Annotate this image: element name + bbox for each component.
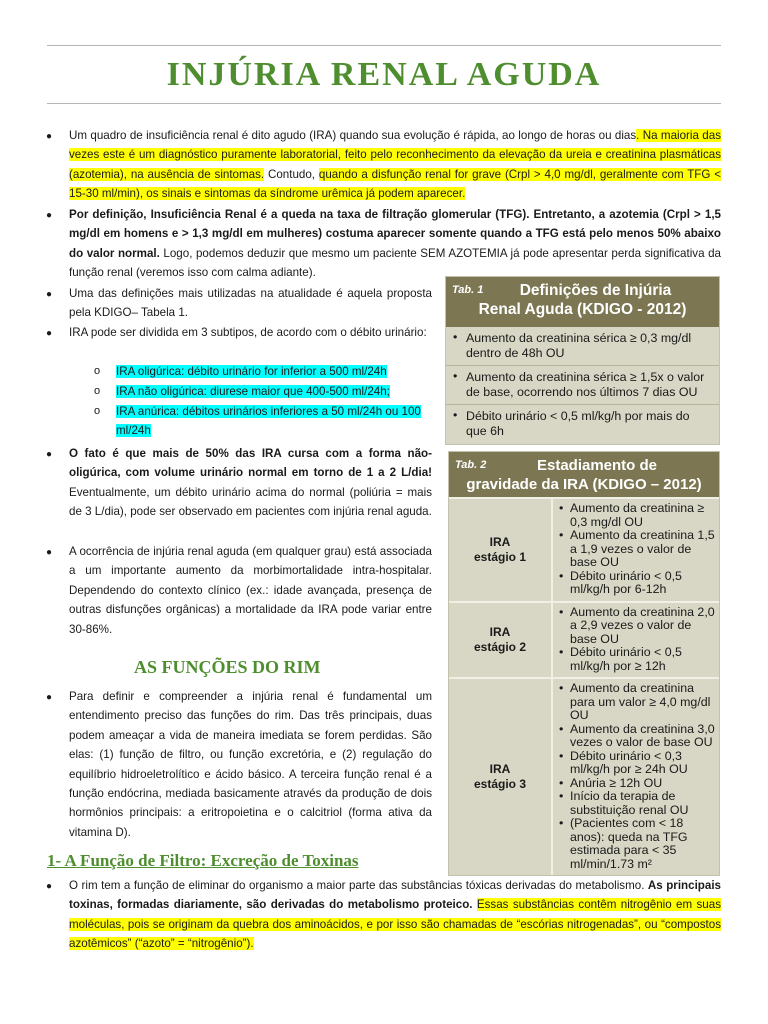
text-segment: Um quadro de insuficiência renal é dito agudo (IRA) quando sua evolução é rápida, ao longo de horas ou dias	[69, 129, 637, 142]
paragraph-mortality: A ocorrência de injúria renal aguda (em qualquer grau) está associada a um importante aumento da morbimortalidade intra-hospitalar. Dependendo do contexto clínico (ex.: idade avançada, presença de outras disfunções orgânicas) a mortalidade da IRA pode variar entre 30-86%.	[69, 545, 432, 636]
circle-bullet-icon: o	[94, 405, 101, 417]
criteria-item	[557, 777, 715, 791]
table-cell: Aumento da creatinina sérica ≥ 1,5x o valor de base, ocorrendo nos últimos 7 dias OU	[466, 370, 705, 399]
bold-text: As principais toxinas, formadas diariamente, são derivadas do metabolismo proteico.	[69, 879, 721, 912]
paragraph-kdigo: Uma das definições mais utilizadas na atualidade é aquela proposta pela KDIGO– Tabela 1.	[69, 287, 432, 320]
table-title-line1: Estadiamento de	[536, 457, 658, 474]
stage-name: IRA	[489, 624, 511, 639]
bullet-icon: •	[559, 721, 564, 736]
bullet-icon: ●	[45, 547, 53, 558]
bullet-icon: •	[559, 528, 564, 542]
text-segment: Logo, podemos deduzir que mesmo um paciente SEM AZOTEMIA já pode apresentar perda significativa da função renal (veremos isso com calma adiante).	[69, 246, 721, 280]
table-row-stage-2	[449, 601, 719, 678]
stage-criteria	[553, 679, 719, 875]
criteria-text: Início da terapia de substituição renal OU	[570, 789, 689, 817]
table-header	[449, 452, 719, 497]
stage-label	[449, 499, 553, 601]
criteria-item	[557, 646, 715, 673]
table-kdigo-staging	[448, 451, 720, 876]
cyan-highlight: IRA não oligúrica: diurese maior que 400-500 ml/24h;	[116, 385, 390, 398]
page-title: INJÚRIA RENAL AGUDA	[166, 56, 602, 93]
stage-number: estágio 2	[473, 639, 527, 654]
criteria-text: (Pacientes com < 18 anos): queda na TFG estimada para < 35 ml/min/1.73 m²	[570, 816, 688, 871]
criteria-item	[557, 570, 715, 597]
text-segment: O rim tem a função de eliminar do organismo a maior parte das substâncias tóxicas derivadas do metabolismo.	[69, 879, 648, 892]
bullet-icon: •	[453, 408, 458, 422]
criteria-item	[557, 529, 715, 570]
stage-label	[449, 679, 553, 875]
table-row	[446, 404, 719, 444]
title-rule	[47, 103, 721, 104]
bullet-icon: •	[559, 775, 564, 790]
bullet-icon: ●	[45, 328, 53, 339]
stage-criteria	[553, 603, 719, 678]
subitem-non-oliguric	[116, 382, 436, 401]
bullet-icon: ●	[45, 131, 53, 142]
paragraph-non-oliguric-fact	[69, 444, 432, 522]
table-header	[446, 277, 719, 327]
text-segment: Contudo,	[264, 167, 319, 181]
table-label: Tab. 2	[455, 459, 487, 471]
table-cell: Débito urinário < 0,5 ml/kg/h por mais do que 6h	[466, 409, 690, 438]
criteria-item	[557, 502, 715, 529]
bullet-icon: •	[559, 604, 564, 619]
criteria-text: Aumento da creatinina 2,0 a 2,9 vezes o valor de base OU	[570, 604, 715, 646]
table-cell: Aumento da creatinina sérica ≥ 0,3 mg/dl dentro de 48h OU	[466, 331, 692, 360]
highlighted-text: quando a disfunção renal for grave (Crpl > 4,0 mg/dl, geralmente com TFG < 15-30 ml/min), os sinais e sintomas da síndrome urêmica já podem aparecer.	[69, 167, 722, 201]
circle-bullet-icon: o	[94, 365, 101, 377]
bullet-icon: •	[453, 330, 458, 344]
stage-number: estágio 3	[473, 777, 527, 791]
criteria-text: Aumento da creatinina 1,5 a 1,9 vezes o valor de base OU	[570, 528, 715, 569]
bullet-icon: ●	[45, 881, 53, 892]
criteria-text: Anúria ≥ 12h OU	[570, 775, 663, 790]
section-heading-kidney-functions: AS FUNÇÕES DO RIM	[134, 657, 321, 677]
bullet-icon: •	[559, 748, 564, 763]
bullet-icon: •	[453, 369, 458, 383]
paragraph-kidney-functions: Para definir e compreender a injúria renal é fundamental um entendimento preciso das funções do rim. Das três principais, duas podem ameaçar a vida de maneira imediata se forem perdidas. São elas: (1) função de filtro, ou função excretória, e (2) regulação do equilíbrio hidroeletrolítico e ácido básico. A terceira função renal é a função endócrina, mediada basicamente através da produção de dois hormônios principais: a eritropoietina e o calcitriol (forma ativa da vitamina D).	[69, 690, 432, 839]
bullet-icon: ●	[45, 210, 53, 221]
paragraph-ir-definition	[69, 205, 721, 283]
highlighted-text: . Na maioria das vezes este é um diagnóstico puramente laboratorial, feito pelo reconhecimento da elevação da ureia e creatinina plasmáticas (azotemia), na ausência de sintomas.	[69, 129, 721, 181]
subitem-oliguric	[116, 362, 436, 381]
bullet-icon: •	[559, 789, 564, 803]
highlighted-text: Essas substâncias contêm nitrogênio em suas moléculas, pois se originam da quebra dos aminoácidos, e por isso são chamadas de “escórias nitrogenadas”, ou “compostos azotêmicos” (“azoto” = “nitrogênio”).	[69, 898, 721, 951]
stage-name: IRA	[489, 534, 511, 549]
criteria-text: Aumento da creatinina 3,0 vezes o valor de base OU	[570, 721, 715, 749]
bullet-icon: •	[559, 568, 564, 583]
top-rule	[47, 45, 721, 46]
table-row-stage-1	[449, 497, 719, 601]
bullet-icon: •	[559, 645, 564, 659]
cyan-highlight: IRA oligúrica: débito urinário for inferior a 500 ml/24h	[116, 365, 387, 378]
table-title-line2: Renal Aguda (KDIGO - 2012)	[478, 301, 687, 318]
table-title-line1: Definições de Injúria	[519, 282, 672, 299]
table-row	[446, 327, 719, 365]
bullet-icon: ●	[45, 449, 53, 460]
subitem-anuric	[116, 402, 432, 441]
bold-text: Por definição, Insuficiência Renal é a queda na taxa de filtração glomerular (TFG). Entretanto, a azotemia (Crpl > 1,5 mg/dl em homens e > 1,3 mg/dl em mulheres) costuma aparecer somente quando a TFG está pelo menos 50% abaixo do valor normal.	[69, 208, 721, 260]
criteria-item	[557, 606, 715, 647]
stage-criteria	[553, 499, 719, 601]
section-heading-filter-function: 1- A Função de Filtro: Excreção de Toxinas	[47, 851, 359, 870]
text-segment: Eventualmente, um débito urinário acima do normal (poliúria = mais de 3 L/dia), pode ser observado em pacientes com injúria renal aguda.	[69, 485, 432, 519]
criteria-item	[557, 790, 715, 817]
stage-name: IRA	[489, 762, 511, 776]
criteria-item	[557, 750, 715, 777]
table-row-stage-3	[449, 677, 719, 875]
criteria-item	[557, 817, 715, 871]
bullet-icon: ●	[45, 289, 53, 300]
paragraph-subtypes: IRA pode ser dividida em 3 subtipos, de acordo com o débito urinário:	[69, 326, 427, 339]
table-label: Tab. 1	[452, 284, 484, 296]
criteria-text: Débito urinário < 0,5 ml/kg/h por 6-12h	[570, 568, 682, 596]
paragraph-toxins	[69, 876, 721, 954]
criteria-text: Aumento da creatinina ≥ 0,3 mg/dl OU	[570, 501, 705, 529]
criteria-text: Débito urinário < 0,5 ml/kg/h por ≥ 12h	[570, 645, 682, 673]
stage-label	[449, 603, 553, 678]
paragraph-ira-definition	[69, 126, 721, 204]
circle-bullet-icon: o	[94, 385, 101, 397]
bullet-icon: •	[559, 816, 564, 830]
cyan-highlight: IRA anúrica: débitos urinários inferiores a 50 ml/24h ou 100 ml/24h	[116, 405, 421, 438]
table-kdigo-definitions	[445, 276, 720, 445]
bullet-icon: •	[559, 501, 564, 515]
bullet-icon: •	[559, 681, 564, 695]
stage-number: estágio 1	[473, 549, 527, 564]
table-title-line2: gravidade da IRA (KDIGO – 2012)	[466, 476, 702, 493]
table-row	[446, 365, 719, 404]
criteria-item	[557, 723, 715, 750]
bullet-icon: ●	[45, 692, 53, 703]
criteria-text: Aumento da creatinina para um valor ≥ 4,0 mg/dl OU	[570, 681, 711, 722]
bold-text: O fato é que mais de 50% das IRA cursa com a forma não-oligúrica, com volume urinário normal em torno de 1 a 2 L/dia!	[69, 447, 432, 480]
criteria-text: Débito urinário < 0,3 ml/kg/h por ≥ 24h OU	[570, 748, 688, 776]
criteria-item	[557, 682, 715, 723]
